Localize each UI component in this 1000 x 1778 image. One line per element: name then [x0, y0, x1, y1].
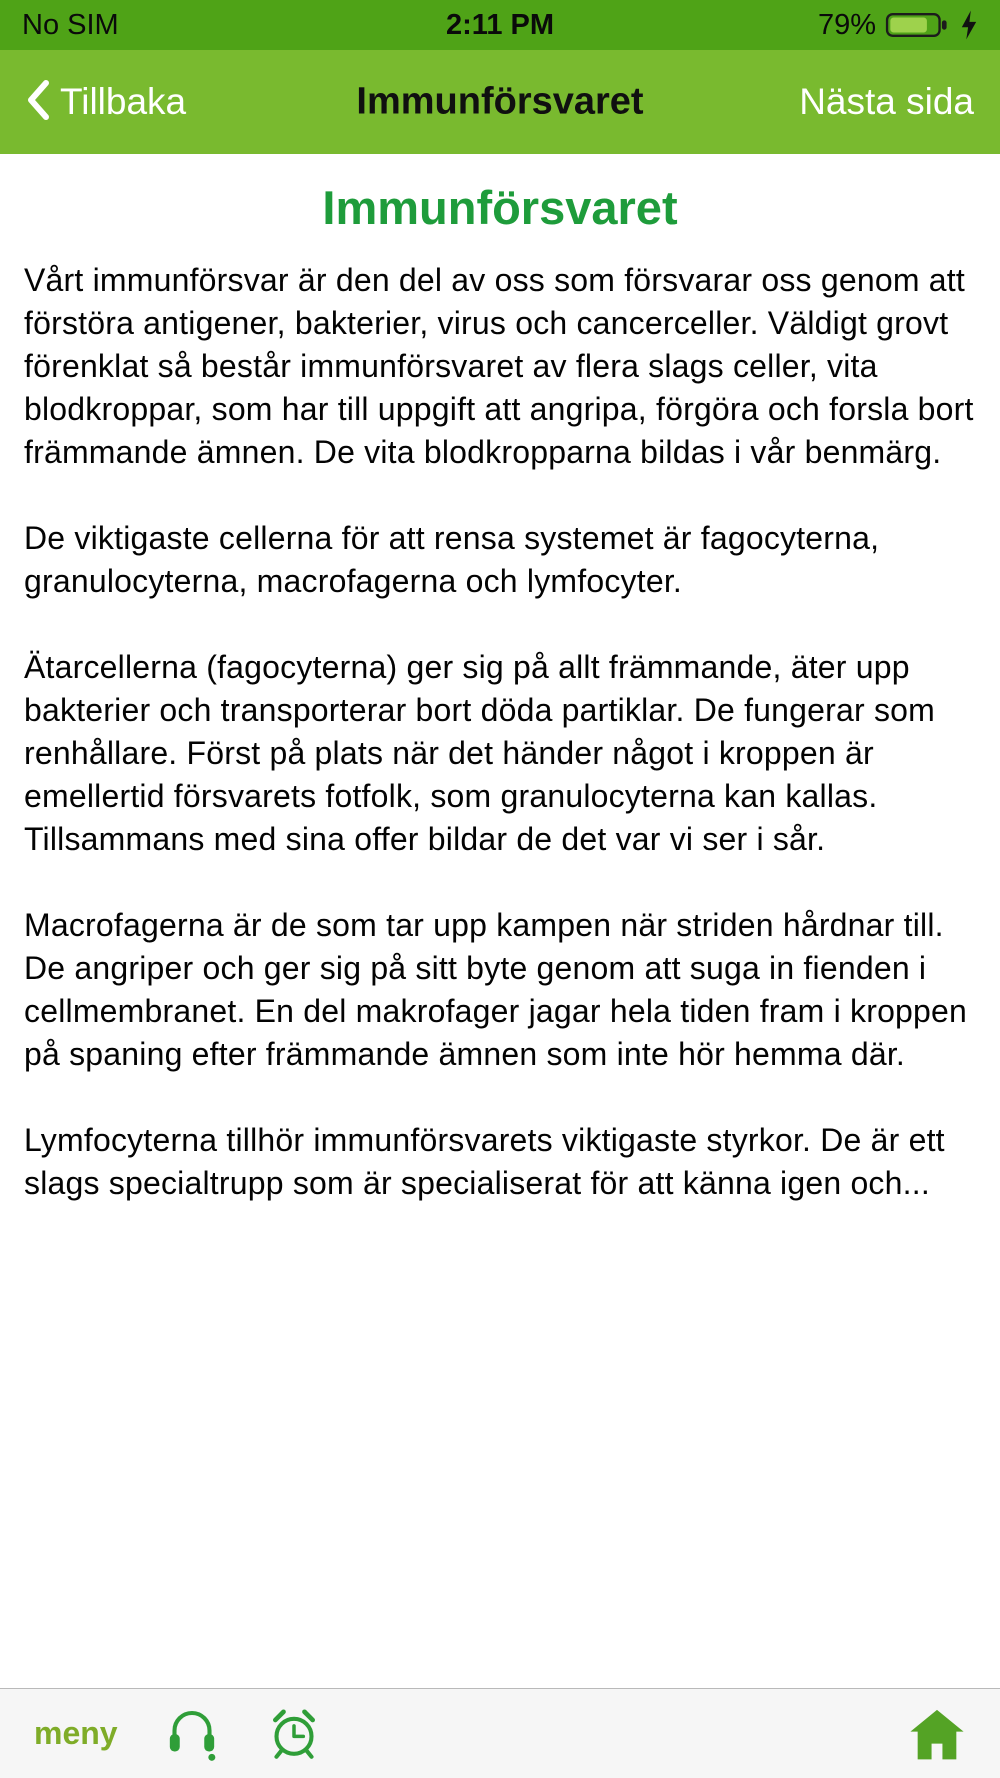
back-button[interactable] — [26, 79, 186, 126]
headset-icon[interactable] — [164, 1706, 220, 1762]
alarm-clock-icon[interactable] — [266, 1706, 322, 1762]
chevron-left-icon — [26, 79, 50, 126]
body-paragraph: De viktigaste cellerna för att rensa systemet är fagocyterna, granulocyterna, macrofagerna och lymfocyter. — [24, 520, 880, 599]
charging-bolt-icon — [960, 10, 978, 40]
body-paragraph: Lymfocyterna tillhör immunförsvarets viktigaste styrkor. De är ett slags specialtrupp som är specialiserat för att känna igen och... — [24, 1122, 945, 1201]
nav-title: Immunförsvaret — [356, 80, 644, 123]
battery-icon — [885, 10, 951, 40]
clock-time: 2:11 PM — [446, 8, 554, 41]
menu-button[interactable]: meny — [34, 1715, 118, 1751]
bottom-toolbar — [0, 1688, 1000, 1778]
article-content — [0, 154, 1000, 1688]
next-page-button[interactable]: Nästa sida — [799, 81, 974, 122]
carrier-label: No SIM — [22, 8, 119, 41]
nav-bar — [0, 50, 1000, 154]
body-paragraph: Macrofagerna är de som tar upp kampen när striden hårdnar till. De angriper och ger sig på sitt byte genom att suga in fienden i cellmembranet. En del makrofager jagar hela tiden fram i kroppen på spaning efter främmande ämnen som inte hör hemma där. — [24, 907, 968, 1072]
body-paragraph: Ätarcellerna (fagocyterna) ger sig på allt främmande, äter upp bakterier och transporterar bort döda partiklar. De fungerar som renhållare. Först på plats när det händer något i kroppen är emellertid försvarets fotfolk, som granulocyterna kan kallas. Tillsammans med sina offer bildar de det var vi ser i sår. — [24, 649, 936, 857]
back-button-label: Tillbaka — [60, 81, 187, 122]
body-paragraph: Vårt immunförsvar är den del av oss som försvarar oss genom att förstöra antigener, bakterier, virus och cancerceller. Väldigt grovt förenklat så består immunförsvaret av flera slags celler, vita blodkroppar, som har till uppgift att angripa, förgöra och forsla bort främmande ämnen. De vita blodkropparna bildas i vår benmärg. — [24, 262, 974, 470]
status-bar — [0, 0, 1000, 50]
battery-group — [818, 9, 978, 42]
battery-percent-label: 79% — [817, 8, 876, 41]
home-icon[interactable] — [908, 1705, 966, 1763]
page-title: Immunförsvaret — [322, 181, 678, 234]
